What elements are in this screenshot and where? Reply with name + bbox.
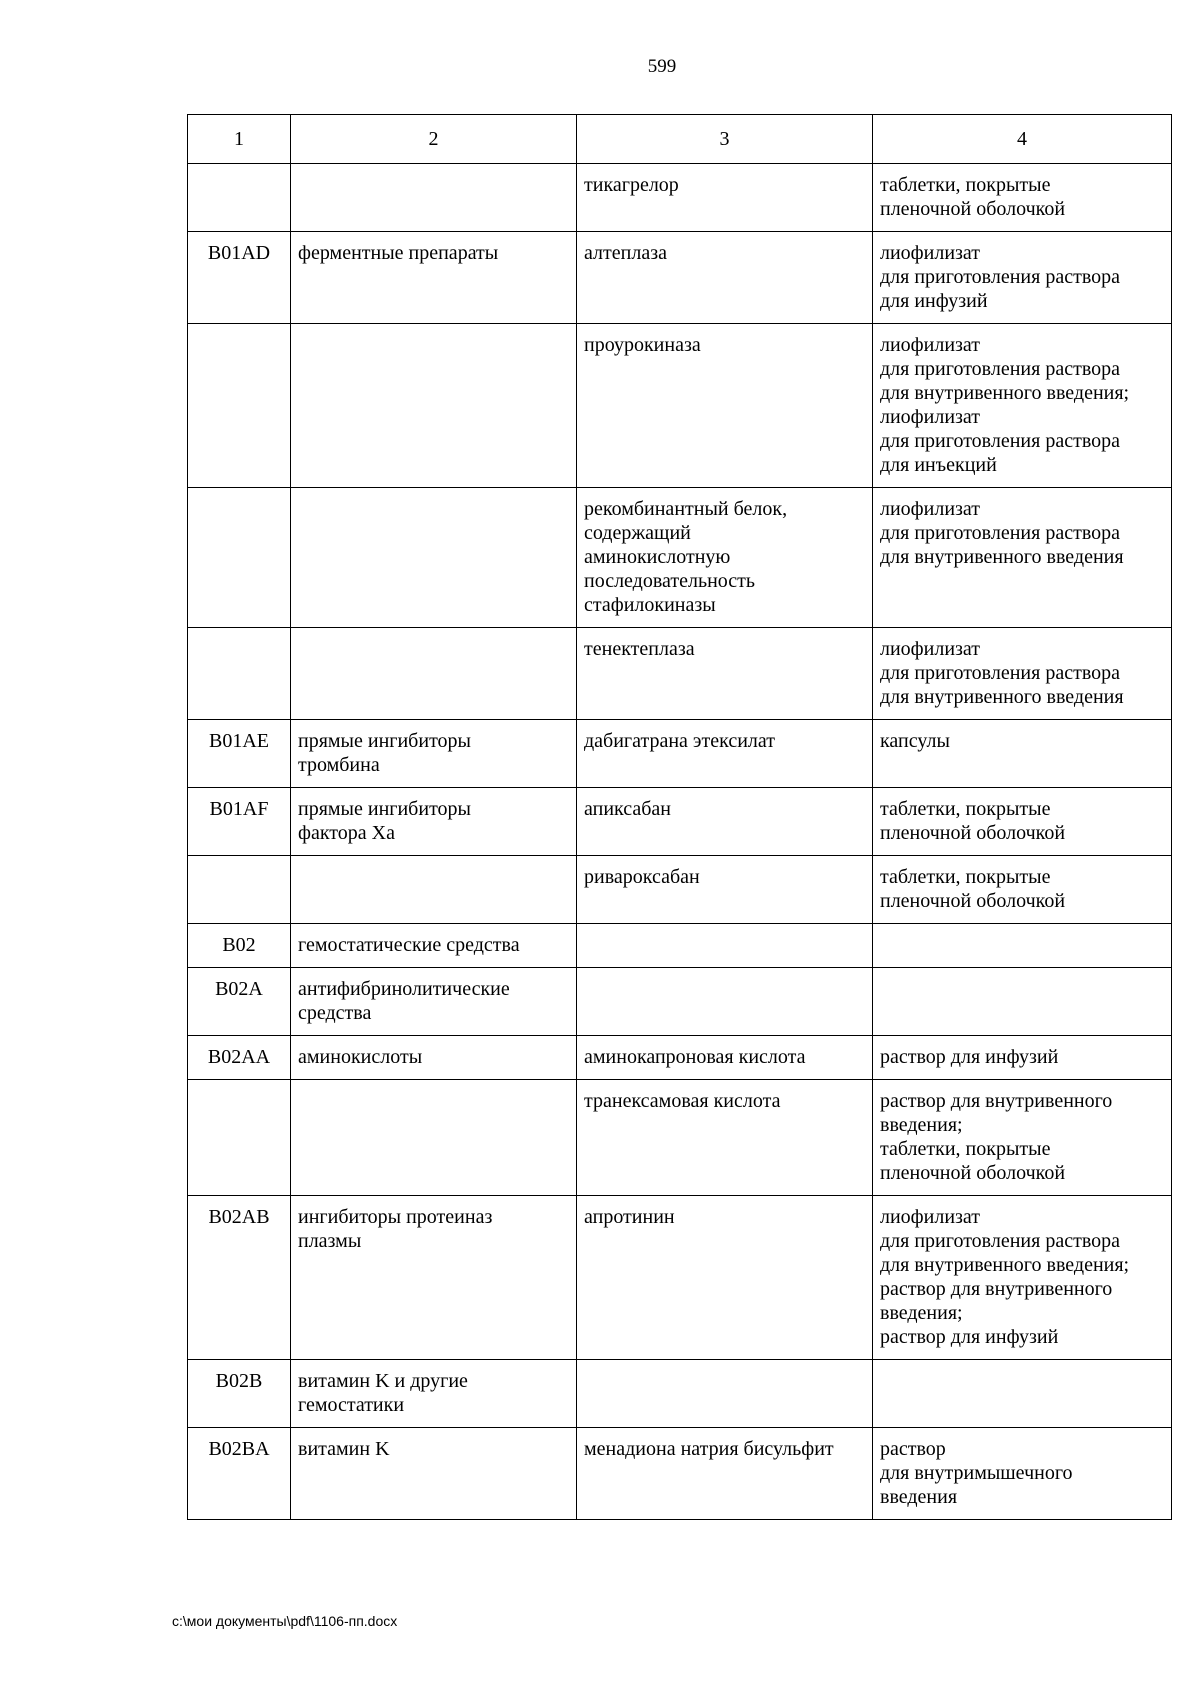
- table-row: [188, 1360, 1172, 1428]
- drug-name-cell: апротинин: [577, 1196, 873, 1360]
- atc-code-cell: [188, 164, 291, 232]
- dosage-form-cell: [873, 1360, 1172, 1428]
- table-row: [188, 924, 1172, 968]
- drug-name-cell: дабигатрана этексилат: [577, 720, 873, 788]
- atc-code-cell: B02: [188, 924, 291, 968]
- drug-table: [187, 114, 1172, 1520]
- atc-code-cell: B02A: [188, 968, 291, 1036]
- dosage-form-cell: [873, 924, 1172, 968]
- drug-name-cell: тенектеплаза: [577, 628, 873, 720]
- drug-name-cell: менадиона натрия бисульфит: [577, 1428, 873, 1520]
- dosage-form-cell: раствор для инфузий: [873, 1036, 1172, 1080]
- table-row: [188, 628, 1172, 720]
- group-cell: антифибринолитические средства: [291, 968, 577, 1036]
- header-col-1: 1: [188, 115, 291, 164]
- dosage-form-cell: лиофилизат для приготовления раствора для внутривенного введения; раствор для внутривенного введения; раствор для инфузий: [873, 1196, 1172, 1360]
- table-row: [188, 232, 1172, 324]
- atc-code-cell: B01AF: [188, 788, 291, 856]
- drug-name-cell: ривароксабан: [577, 856, 873, 924]
- dosage-form-cell: [873, 968, 1172, 1036]
- group-cell: [291, 856, 577, 924]
- atc-code-cell: B02BA: [188, 1428, 291, 1520]
- table-row: [188, 1196, 1172, 1360]
- dosage-form-cell: таблетки, покрытые пленочной оболочкой: [873, 788, 1172, 856]
- table-header: [188, 115, 1172, 164]
- group-cell: [291, 324, 577, 488]
- dosage-form-cell: раствор для внутримышечного введения: [873, 1428, 1172, 1520]
- group-cell: ферментные препараты: [291, 232, 577, 324]
- page-number: 599: [647, 56, 677, 77]
- dosage-form-cell: таблетки, покрытые пленочной оболочкой: [873, 164, 1172, 232]
- drug-name-cell: проурокиназа: [577, 324, 873, 488]
- atc-code-cell: [188, 1080, 291, 1196]
- atc-code-cell: B02B: [188, 1360, 291, 1428]
- group-cell: [291, 488, 577, 628]
- atc-code-cell: [188, 488, 291, 628]
- drug-name-cell: аминокапроновая кислота: [577, 1036, 873, 1080]
- group-cell: ингибиторы протеиназ плазмы: [291, 1196, 577, 1360]
- drug-name-cell: тикагрелор: [577, 164, 873, 232]
- group-cell: [291, 628, 577, 720]
- table-row: [188, 1428, 1172, 1520]
- group-cell: прямые ингибиторы тромбина: [291, 720, 577, 788]
- header-col-3: 3: [577, 115, 873, 164]
- atc-code-cell: B01AE: [188, 720, 291, 788]
- drug-name-cell: [577, 924, 873, 968]
- dosage-form-cell: капсулы: [873, 720, 1172, 788]
- atc-code-cell: B02AA: [188, 1036, 291, 1080]
- table-row: [188, 968, 1172, 1036]
- dosage-form-cell: раствор для внутривенного введения; таблетки, покрытые пленочной оболочкой: [873, 1080, 1172, 1196]
- group-cell: прямые ингибиторы фактора Ха: [291, 788, 577, 856]
- drug-name-cell: транексамовая кислота: [577, 1080, 873, 1196]
- atc-code-cell: B02AB: [188, 1196, 291, 1360]
- header-col-2: 2: [291, 115, 577, 164]
- table-row: [188, 1080, 1172, 1196]
- table-row: [188, 164, 1172, 232]
- dosage-form-cell: лиофилизат для приготовления раствора для внутривенного введения: [873, 488, 1172, 628]
- table-body: [188, 164, 1172, 1520]
- group-cell: аминокислоты: [291, 1036, 577, 1080]
- drug-name-cell: [577, 1360, 873, 1428]
- atc-code-cell: [188, 856, 291, 924]
- table-row: [188, 1036, 1172, 1080]
- group-cell: [291, 1080, 577, 1196]
- group-cell: витамин K и другие гемостатики: [291, 1360, 577, 1428]
- atc-code-cell: [188, 628, 291, 720]
- header-row: [188, 115, 1172, 164]
- dosage-form-cell: лиофилизат для приготовления раствора для внутривенного введения; лиофилизат для приготовления раствора для инъекций: [873, 324, 1172, 488]
- dosage-form-cell: лиофилизат для приготовления раствора для внутривенного введения: [873, 628, 1172, 720]
- header-col-4: 4: [873, 115, 1172, 164]
- group-cell: гемостатические средства: [291, 924, 577, 968]
- group-cell: [291, 164, 577, 232]
- table-row: [188, 856, 1172, 924]
- table-row: [188, 788, 1172, 856]
- dosage-form-cell: таблетки, покрытые пленочной оболочкой: [873, 856, 1172, 924]
- atc-code-cell: [188, 324, 291, 488]
- group-cell: витамин K: [291, 1428, 577, 1520]
- drug-name-cell: [577, 968, 873, 1036]
- table-row: [188, 720, 1172, 788]
- dosage-form-cell: лиофилизат для приготовления раствора для инфузий: [873, 232, 1172, 324]
- atc-code-cell: B01AD: [188, 232, 291, 324]
- drug-name-cell: рекомбинантный белок, содержащий аминокислотную последовательность стафилокиназы: [577, 488, 873, 628]
- table-row: [188, 324, 1172, 488]
- table-row: [188, 488, 1172, 628]
- drug-name-cell: алтеплаза: [577, 232, 873, 324]
- document-path-footer: c:\мои документы\pdf\1106-пп.docx: [172, 1613, 398, 1629]
- drug-name-cell: апиксабан: [577, 788, 873, 856]
